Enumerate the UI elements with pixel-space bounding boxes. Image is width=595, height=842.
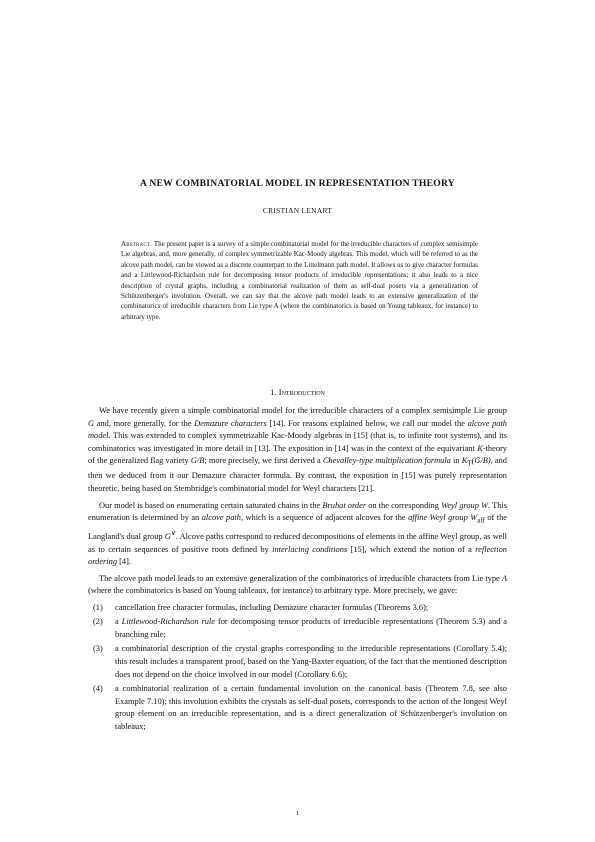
paragraph xyxy=(88,573,507,598)
text-run: and, more generally, for the xyxy=(94,418,195,428)
text-run: -theory of the generalized flag variety xyxy=(88,443,507,466)
paragraph xyxy=(88,500,507,569)
text-run: , and then we deduced from it our Demazure character formula. By contrast, the exposition in [15] was purely representation theoretic, being based on Stembridge's combinatorial model for Weyl characters [21]. xyxy=(88,456,507,493)
list-number: (3) xyxy=(93,644,103,654)
section-title: Introduction xyxy=(278,387,325,397)
list-text: a combinatorial description of the crystal graphs corresponding to the irreducible representations (Corollary 5.4); this result includes a transparent proof, based on the Yang-Baxter equation, of the fact that the mentioned description does not depend on the choice involved in our model (Corollary 6.6); xyxy=(115,644,507,679)
text-run: , which is a sequence of adjacent alcoves for the xyxy=(240,513,409,523)
math-superscript: ∨ xyxy=(170,529,176,538)
text-run: (where the combinatorics is based on Young tableaux, for instance) to arbitrary type. More precisely, we gave: xyxy=(88,586,458,596)
math-symbol: K xyxy=(461,456,468,466)
text-run: . Alcove paths correspond to reduced decompositions of elements in the affine Weyl group, as well as to certain sequences of positive roots defined by xyxy=(88,532,508,554)
math-symbol: A xyxy=(501,573,507,583)
text-run: [15], which extend the notion of a xyxy=(347,544,476,554)
body-text xyxy=(88,405,507,735)
math-symbol: (G/B) xyxy=(471,456,491,466)
emphasis: Littlewood-Richardson rule xyxy=(121,617,216,627)
emphasis: Chevalley-type multiplication formula xyxy=(322,456,451,466)
text-run: The alcove path model leads to an extensive generalization of the combinatorics of irreducible characters from Lie type xyxy=(99,573,502,583)
emphasis: Weyl group W xyxy=(441,500,489,510)
text-run: ; more precisely, we first derived a xyxy=(204,456,323,466)
math-symbol: K xyxy=(477,443,483,453)
emphasis: Demazure characters xyxy=(194,418,267,428)
paragraph xyxy=(88,405,507,496)
text-run: on the corresponding xyxy=(366,500,442,510)
text-run: . This enumeration is determined by an xyxy=(88,500,507,523)
list-number: (1) xyxy=(93,602,103,612)
emphasis: reflection ordering xyxy=(88,544,507,567)
list-text: cancellation free character formulas, including Demazure character formulas (Theorems 3.6); xyxy=(115,602,429,612)
section-number: 1. xyxy=(270,387,277,397)
math-symbol: G xyxy=(164,532,171,542)
list-number: (2) xyxy=(93,617,103,627)
emphasis: alcove path model xyxy=(88,418,507,441)
text-run: of the Langland's dual group xyxy=(88,513,507,542)
math-symbol: G xyxy=(88,418,95,428)
text-run: in xyxy=(450,456,462,466)
text-run: . This was extended to complex symmetrizable Kac-Moody algebras in [15] (that is, to infinite root systems), and its combinatorics was investigated in more detail in [13]. The exposition in [14] was in the context of the equivariant xyxy=(88,431,507,453)
section-heading xyxy=(60,387,535,397)
math-subscript: T xyxy=(467,459,472,468)
list-number: (4) xyxy=(93,684,103,694)
abstract-text: The present paper is a survey of a simple combinatorial model for the irreducible characters of complex semisimple Lie algebras, and, more generally, of complex symmetrizable Kac-Moody algebras. This model, which will be referred to as the alcove path model, can be viewed as a discrete counterpart to the Littelmann path model. It allows us to give character formulas and a Littlewood-Richardson rule for decomposing tensor products of irreducible representations; it also leads to a nice description of crystal graphs, including a combinatorial realization of them as self-dual posets via a generalization of Schützenberger's involution. Overall, we can say that the alcove path model leads to an extensive generalization of the combinatorics of irreducible characters from Lie type A (where the combinatorics is based on Young tableaux, for instance) to arbitrary type. xyxy=(121,240,479,321)
list-item xyxy=(88,683,507,733)
text-run: We have recently given a simple combinatorial model for the irreducible characters of a complex semisimple Lie group xyxy=(99,406,507,415)
contribution-list xyxy=(88,602,507,733)
emphasis: Bruhat order xyxy=(322,500,367,510)
text-run: Our model is based on enumerating certain saturated chains in the xyxy=(99,500,323,510)
emphasis: alcove path xyxy=(201,513,241,523)
text-run: [14]. For reasons explained below, we call our model the xyxy=(266,418,468,428)
emphasis: affine Weyl group W xyxy=(408,513,478,523)
abstract-label: Abstract. xyxy=(121,240,153,248)
abstract xyxy=(121,239,478,322)
list-item xyxy=(88,602,507,615)
math-symbol: G/B xyxy=(190,456,205,466)
emphasis: interlacing conditions xyxy=(272,544,348,554)
page-number: 1 xyxy=(295,810,300,817)
author-name: CRISTIAN LENART xyxy=(262,206,333,215)
list-item xyxy=(88,643,507,681)
paper-title: A NEW COMBINATORIAL MODEL IN REPRESENTATION THEORY xyxy=(140,178,455,189)
list-text: a xyxy=(115,617,122,627)
list-text: for decomposing tensor products of irreducible representations (Theorem 5.3) and a branching rule; xyxy=(115,617,508,639)
math-subscript: aff xyxy=(477,516,485,525)
list-text: a combinatorial realization of a certain fundamental involution on the canonical basis (Theorem 7.8, see also Example 7.10); this involution exhibits the crystals as self-dual posets, corresponds to the action of the longest Weyl group element on an irreducible representation, and is a direct generalization of Schützenberger's involution on tableaux; xyxy=(115,684,507,731)
list-item xyxy=(88,616,507,641)
text-run: [4]. xyxy=(117,557,131,567)
